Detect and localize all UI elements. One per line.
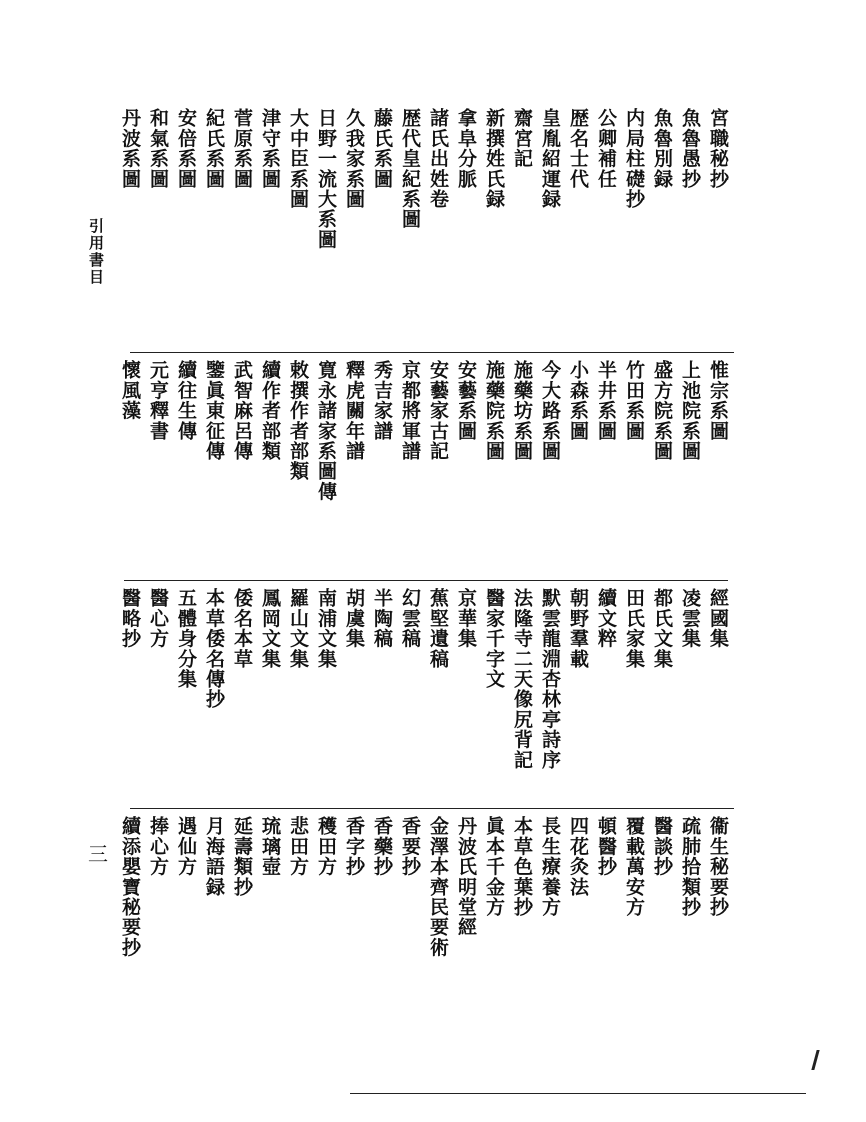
book-entry: 月海語録 (203, 816, 225, 897)
book-entry: 醫家千字文 (483, 588, 505, 689)
book-entry: 覆載萬安方 (623, 816, 645, 917)
book-entry: 四花灸法 (567, 816, 589, 897)
book-entry: 釋虎關年譜 (343, 360, 365, 461)
book-entry: 遇仙方 (175, 816, 197, 877)
book-entry: 小森系圖 (567, 360, 589, 441)
book-entry: 頓醫抄 (595, 816, 617, 877)
book-entry: 幻雲稿 (399, 588, 421, 649)
book-entry: 津守系圖 (259, 108, 281, 189)
book-entry: 歴代皇紀系圖 (399, 108, 421, 230)
book-entry: 安藝家古記 (427, 360, 449, 461)
book-entry: 京都將軍譜 (399, 360, 421, 461)
book-entry: 悲田方 (287, 816, 309, 877)
book-entry: 大中臣系圖 (287, 108, 309, 209)
book-entry: 胡虞集 (343, 588, 365, 649)
book-entry: 齋宮記 (511, 108, 533, 169)
running-title: 引用書目 (87, 218, 105, 286)
book-entry: 半陶稿 (371, 588, 393, 649)
book-entry: 田氏家集 (623, 588, 645, 669)
ink-mark (811, 1050, 819, 1070)
book-entry: 醫談抄 (651, 816, 673, 877)
book-entry: 紀氏系圖 (203, 108, 225, 189)
book-entry: 金澤本齊民要術 (427, 816, 449, 958)
book-entry: 和氣系圖 (147, 108, 169, 189)
book-entry: 長生療養方 (539, 816, 561, 917)
book-entry: 疏肺拾類抄 (679, 816, 701, 917)
book-entry: 默雲龍淵杏林亭詩序 (539, 588, 561, 770)
book-entry: 續添嬰寶秘要抄 (119, 816, 141, 958)
book-entry: 諸氏出姓卷 (427, 108, 449, 209)
bottom-rule (350, 1093, 806, 1094)
book-entry: 鑒眞東征傳 (203, 360, 225, 461)
book-entry: 本草倭名傳抄 (203, 588, 225, 710)
book-entry: 都氏文集 (651, 588, 673, 669)
book-entry: 施藥院系圖 (483, 360, 505, 461)
book-entry: 丹波系圖 (119, 108, 141, 189)
page-number: 三 (88, 842, 108, 866)
book-entry: 施藥坊系圖 (511, 360, 533, 461)
book-entry: 捧心方 (147, 816, 169, 877)
book-entry: 久我家系圖 (343, 108, 365, 209)
book-entry: 惟宗系圖 (707, 360, 729, 441)
book-entry: 新撰姓氏録 (483, 108, 505, 209)
book-entry: 懷風藻 (119, 360, 141, 421)
book-entry: 蕉堅遺稿 (427, 588, 449, 669)
book-entry: 五體身分集 (175, 588, 197, 689)
book-entry: 内局柱礎抄 (623, 108, 645, 209)
book-entry: 菅原系圖 (231, 108, 253, 189)
book-entry: 琉璃壺 (259, 816, 281, 877)
book-entry: 元亨釋書 (147, 360, 169, 441)
book-entry: 藤氏系圖 (371, 108, 393, 189)
book-entry: 南浦文集 (315, 588, 337, 669)
entry-column-group (118, 360, 728, 570)
book-entry: 香藥抄 (371, 816, 393, 877)
band-divider (130, 352, 734, 353)
book-entry: 安藝系圖 (455, 360, 477, 441)
book-entry: 續往生傳 (175, 360, 197, 441)
book-entry: 日野一流大系圖 (315, 108, 337, 250)
entry-column-group (118, 108, 728, 338)
entry-column-group (118, 588, 728, 798)
book-entry: 歴名士代 (567, 108, 589, 189)
book-entry: 倭名本草 (231, 588, 253, 669)
book-entry: 穫田方 (315, 816, 337, 877)
book-entry: 魚魯別録 (651, 108, 673, 189)
book-entry: 續作者部類 (259, 360, 281, 461)
book-entry: 衞生秘要抄 (707, 816, 729, 917)
book-entry: 續文粹 (595, 588, 617, 649)
band-divider (124, 580, 728, 581)
book-entry: 鳳岡文集 (259, 588, 281, 669)
band-divider (130, 808, 734, 809)
book-entry: 延壽類抄 (231, 816, 253, 897)
book-entry: 丹波氏明堂經 (455, 816, 477, 938)
book-entry: 皇胤紹運録 (539, 108, 561, 209)
book-entry: 竹田系圖 (623, 360, 645, 441)
book-entry: 醫略抄 (119, 588, 141, 649)
book-entry: 醫心方 (147, 588, 169, 649)
book-entry: 京華集 (455, 588, 477, 649)
book-entry: 今大路系圖 (539, 360, 561, 461)
book-entry: 敕撰作者部類 (287, 360, 309, 482)
book-entry: 魚魯愚抄 (679, 108, 701, 189)
book-entry: 朝野羣載 (567, 588, 589, 669)
book-entry: 本草色葉抄 (511, 816, 533, 917)
book-entry: 香字抄 (343, 816, 365, 877)
book-entry: 秀吉家譜 (371, 360, 393, 441)
book-entry: 半井系圖 (595, 360, 617, 441)
book-entry: 武智麻呂傳 (231, 360, 253, 461)
book-entry: 公卿補任 (595, 108, 617, 189)
book-entry: 凌雲集 (679, 588, 701, 649)
book-entry: 羅山文集 (287, 588, 309, 669)
book-entry: 眞本千金方 (483, 816, 505, 917)
book-entry: 寛永諸家系圖傳 (315, 360, 337, 502)
book-entry: 上池院系圖 (679, 360, 701, 461)
book-entry: 法隆寺二天像尻背記 (511, 588, 533, 770)
book-entry: 宮職秘抄 (707, 108, 729, 189)
book-entry: 香要抄 (399, 816, 421, 877)
book-entry: 安倍系圖 (175, 108, 197, 189)
book-entry: 拿阜分脈 (455, 108, 477, 189)
book-entry: 經國集 (707, 588, 729, 649)
book-entry: 盛方院系圖 (651, 360, 673, 461)
entry-column-group (118, 816, 728, 1046)
